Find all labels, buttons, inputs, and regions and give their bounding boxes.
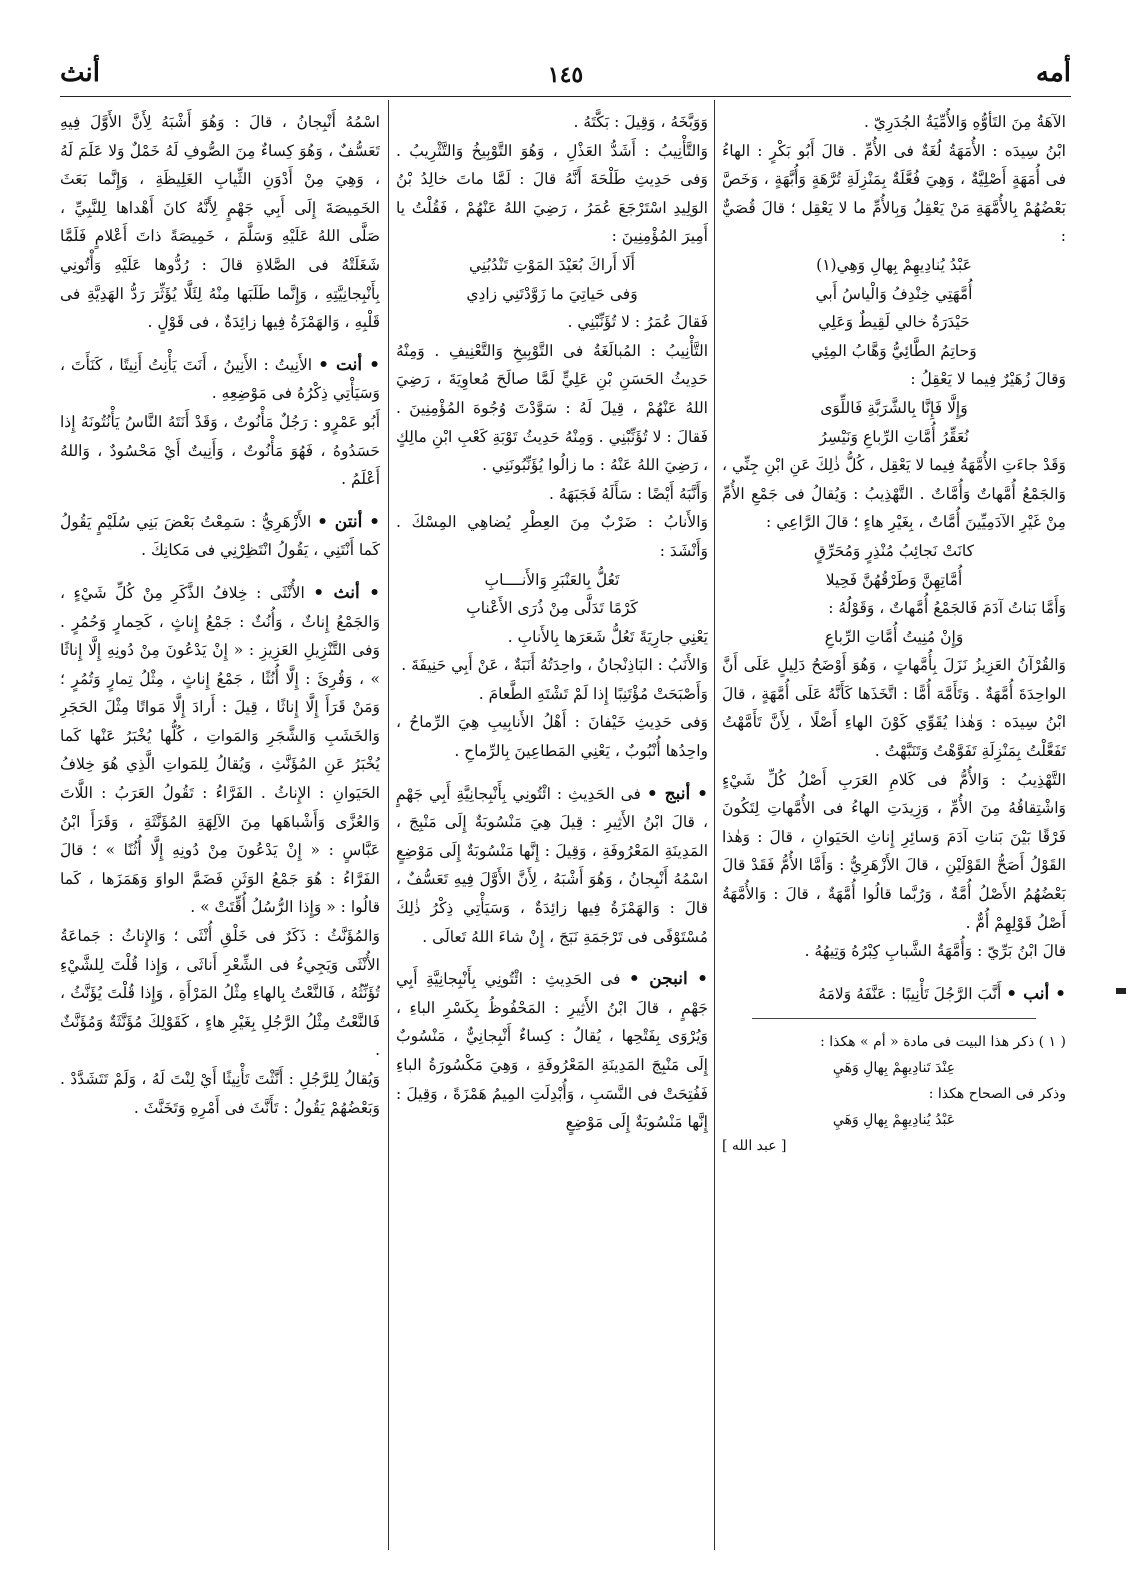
- entry-text-anth: الأُنْثَى : خِلافُ الذَّكَرِ مِنْ كُلِّ شَيْءٍ ، وَالجَمْعُ إِناثٌ ، وَأُنُثٌ : جَمْعُ إِناثٍ ، كَحِمارٍ وَحُمُرٍ . وَفى التَّنْزِيلِ العَزِيزِ : « إِنْ يَدْعُونَ مِنْ دُونِهِ إِلَّا إِناثًا » ، وَقُرِئَ : إِلَّا أُنُثًا ، جَمْعُ إِناثٍ ، مِثْلُ تِمارٍ وَتُمُرٍ ؛ وَمَنْ قَرَأَ إِلَّا إِناثًا ، قِيلَ : أَرادَ إِلَّا مَواتًا مِثْلَ الحَجَرِ وَالخَشَبِ وَالشَّجَرِ وَالمَواتِ ، كُلُّها يُخْبَرُ عَنْها كَما يُخْبَرُ عَنِ المُؤَنَّثِ ، وَيُقالُ لِلمَواتِ الَّذِي هُوَ خِلافُ الحَيَوانِ : الإِناثُ . الفَرَّاءُ : تَقُولُ العَرَبُ : اللَّاتَ وَالعُزَّى وَأَشْباهَها مِنَ الآلِهَةِ المُؤَنَّثَةِ ، وَقَرَأَ ابْنُ عَبَّاسٍ : « إِنْ يَدْعُونَ مِنْ دُونِهِ إِلَّا أُثُنًا » ؛ قالَ الفَرَّاءُ : هُوَ جَمْعُ الوَثَنِ فَضَمَّ الواوَ وَهَمَزَها ، كَما قالُوا : « وَإِذا الرُّسُلُ أُقِّتَتْ » .: [60, 583, 380, 917]
- paragraph: وَالأَنَبُ : البَاذِنْجانُ ، واحِدَتُهُ أَنَبَةٌ ، عَنْ أَبِي حَنِيفَةَ .: [401, 656, 708, 675]
- entry-text-anab: أَنَّبَ الرَّجُلَ تَأْنِيبًا : عَنَّفَهُ وَلامَهُ: [818, 984, 1002, 1003]
- footnote: [722, 1029, 1066, 1159]
- verse-line: تَعُلُّ بِالعَنْبَرِ وَالأَنــــابِ: [484, 570, 620, 589]
- entry-head-anbj: • أنبج •: [646, 783, 708, 804]
- column-middle: [396, 108, 708, 1548]
- verse-line: وَإِنْ مُنِيتُ أُمَّاتِ الرِّباعِ: [824, 627, 964, 646]
- paragraph: فَقالَ عُمَرُ : لا تُؤَنِّبْنِي .: [567, 313, 708, 332]
- entry-anbj: [396, 780, 708, 952]
- column-divider-left: [388, 100, 389, 1550]
- entry-text-anat: الأَنِيتُ : الأَنِينُ ، أَنَتَ يَأْنِتُ أَنِيتًا ، كَنَأَتَ ، وَسَيَأْتِي ذِكْرُهُ فى مَوْضِعِهِ .: [60, 355, 380, 403]
- paragraph: قالَ ابْنُ بَرِّيّ : وَأُمَّهَةُ الشَّبابِ كِبْرُهُ وَتِيهُهُ .: [804, 942, 1066, 961]
- paragraph: التَّأْنِيبُ : المُبالَغَةُ فى التَّوْبِيخِ وَالتَّعْنِيفِ . وَمِنْهُ حَدِيثُ الحَسَنِ بْنِ عَلِيٍّ لَمَّا صالَحَ مُعاوِيَةَ ، رَضِيَ اللهُ عَنْهُمْ ، قِيلَ لَهُ : سَوَّدْتَ وُجُوهَ المُؤْمِنِينَ . فَقالَ : لا تُؤَنِّبْنِي . وَمِنْهُ حَدِيثُ تَوْبَةِ كَعْبِ ابْنِ مالِكٍ ، رَضِيَ اللهُ عَنْهُ : ما زالُوا يُؤَنِّبُونَنِي .: [396, 341, 708, 475]
- entry-anat: [60, 351, 380, 408]
- verse-line: كانَتْ نَجائِبُ مُنْذِرٍ وَمُحَرِّقٍ: [814, 541, 974, 560]
- verse-line: حَيْدَرَةُ خالي لَقِيطٌ وَعَلِي: [818, 313, 970, 332]
- paragraph: يَعْنِي جارِيَةً تَعُلُّ شَعَرَها بِالأَنابِ .: [507, 627, 708, 646]
- entry-head-anbjn: • انبجن •: [628, 969, 708, 990]
- footnote-line: وذكر فى الصحاح هكذا :: [928, 1086, 1066, 1103]
- margin-mark: [1116, 988, 1126, 994]
- footnote-separator: [752, 1018, 1036, 1019]
- header-root-word-right: أمه: [1035, 58, 1071, 88]
- paragraph: وَوَبَّخَهُ ، وَقِيلَ : بَكَّتَهُ .: [573, 113, 708, 131]
- header-rule: [60, 96, 1071, 97]
- paragraph: وَالقُرْآنُ العَزِيزُ نَزَلَ بِأُمَّهاتٍ ، وَهُوَ أَوْضَحُ دَلِيلٍ عَلَى أَنَّ الواحِدَةَ أُمَّهَةٌ . وَتَأَمَّهَ أُمًّا : اتَّخَذَها كَأَنَّهُ عَلَى أُمَّهَةٍ ، قالَ ابْنُ سِيدَه : وَهٰذا يُقَوِّي كَوْنَ الهاءِ أَصْلًا ، لِأَنَّ تَأَمَّهْتُ تَفَعَّلْتُ بِمَنْزِلَةِ تَفَوَّهْتُ وَتَنَبَّهْتُ .: [722, 656, 1066, 761]
- paragraph: أَبُو عَمْرٍو : رَجُلٌ مَأْنُوتٌ ، وَقَدْ أَنَتَهُ النَّاسُ يَأْنُتُونَهُ إِذا حَسَدُوهُ ، فَهُوَ مَأْنُوتٌ ، وَأَنِيتٌ أَيْ مَحْسُودٌ ، وَاللهُ أَعْلَمُ .: [60, 412, 380, 489]
- paragraph: وَالتَّأْنِيبُ : أَشَدُّ العَذْلِ ، وَهُوَ التَّوْبِيخُ وَالتَّثْرِيبُ . وَفى حَدِيثِ طَلْحَةَ أَنَّهُ قالَ : لَمَّا ماتَ خالِدُ بْنُ الوَلِيدِ اسْتَرْجَعَ عُمَرُ ، رَضِيَ اللهُ عَنْهُمْ ، فَقُلْتُ يا أَمِيرَ المُؤْمِنِينَ :: [396, 141, 708, 246]
- footnote-verse: عِنْدَ تَنادِيهِمْ بِهالِ وَهَيِ: [832, 1060, 956, 1077]
- column-left: [60, 108, 380, 1548]
- paragraph: وَقَدْ جاءَتِ الأُمَّهَةُ فِيما لا يَعْقِل ، كُلُّ ذٰلِكَ عَنِ ابْنِ جِنِّي ، وَالجَمْعُ أُمَّهاتٌ وَأُمَّاتٌ . التَّهْذِيبُ : وَيُقالُ فى جَمْعِ الأُمِّ مِنْ غَيْرِ الآدَمِيِّينَ أُمَّاتٌ ، بِغَيْرِ هاءٍ ؛ قالَ الرَّاعِي :: [722, 456, 1066, 532]
- column-right-blocks: [722, 108, 1066, 966]
- verse-line: أَلَا أَراكَ بُعَيْدَ المَوْتِ تَنْدُبُنِي: [469, 255, 635, 274]
- paragraph: وَفى حَدِيثِ خَيْفانَ : أَهْلُ الأَنابِيبِ هِيَ الرِّماحُ ، واحِدُها أُنْبُوبٌ ، يَعْنِي المَطاعِينَ بِالرِّماحِ .: [396, 713, 708, 761]
- verse-line: وَحاتِمُ الطَّائِيُّ وَهَّابُ المِئِي: [811, 341, 977, 360]
- verse-line: أُمَّهَتِي خِنْدِفُ وَالْياسُ أَبي: [815, 284, 973, 303]
- entry-head-anat: • أنت •: [318, 354, 380, 375]
- entry-text-anbjn: فى الحَدِيثِ : ائْتُونِي بِأَنْبِجانِيَّةِ أَبِي جَهْمٍ ، قالَ ابْنُ الأَثِيرِ : المَحْفُوظُ بِكَسْرِ الباءِ ، وَيُرْوَى بِفَتْحِها ، يُقالُ : كِساءٌ أَنْبِجانِيٌّ ، مَنْسُوبٌ إِلَى مَنْبِجَ المَدِينَةِ المَعْرُوفَةِ ، وَهِيَ مَكْسُورَةُ الباءِ فَفُتِحَتْ فى النَّسَبِ ، وَأُبْدِلَتِ المِيمُ هَمْزَةً ، وَقِيلَ : إِنَّها مَنْسُوبَةٌ إِلَى مَوْضِعٍ: [396, 970, 708, 1132]
- entry-text-antn: الأَزْهَرِيُّ : سَمِعْتُ بَعْضَ بَنِي سُلَيْمٍ يَقُولُ كَما أَنْتَنِي ، يَقُولُ انْتَظِرْنِي فى مَكانِكَ .: [60, 512, 380, 560]
- paragraph: وَأَمَّا بَناتُ آدَمَ فَالجَمْعُ أُمَّهاتٌ ، وَقَوْلُهُ :: [828, 599, 1066, 618]
- footnote-signature: [ عبد الله ]: [722, 1138, 787, 1155]
- paragraph: وَأَنَّبَهُ أَيْضًا : سَأَلَهُ فَجَبَهَهُ .: [549, 484, 708, 503]
- paragraph: وَقالَ زُهَيْرٌ فِيما لا يَعْقِلُ :: [910, 370, 1066, 389]
- footnote-verse: عَبْدُ يُنادِيهِمْ بِهالِ وَهَيِ: [832, 1112, 956, 1129]
- column-divider-right: [714, 100, 715, 1550]
- verse-line: وَإِلَّا فَإِنَّا بِالشَّرَبَّةِ فَاللِّوَى: [820, 398, 968, 417]
- page-header: [60, 58, 1071, 94]
- header-root-word-left: أنث: [60, 58, 100, 88]
- paragraph: وَالأَنابُ : ضَرْبٌ مِنَ العِطْرِ يُضاهِي المِسْكَ . وَأَنْشَدَ :: [396, 513, 708, 560]
- paragraph: الآهَةُ مِنَ التَأوُّهِ وَالأُمِّيَةُ الجُدَرِيّ .: [863, 113, 1066, 131]
- entry-head-anth: • أنث •: [313, 582, 380, 603]
- paragraph: وَالمُؤَنَّثُ : ذَكَرٌ فى خَلْقِ أُنْثَى ؛ وَالإِناثُ : جَماعَةُ الأُنْثَى وَيَجِيءُ فى الشِّعْرِ أَناثَى ، وَإِذا قُلْتَ لِلشَّيْءِ تُؤَنِّثُهُ ، فَالنَّعْتُ بِالهاءِ مِثْلُ المَرْأَةِ ، وَإِذا قُلْتَ يُؤَنَّثُ ، فَالنَّعْتُ مِثْلُ الرَّجُلِ بِغَيْرِ هاءٍ ، كَقَوْلِكَ مُؤَنَّثَةٌ وَمُؤَنَّثٌ .: [60, 927, 380, 1060]
- column-middle-blocks: [396, 108, 708, 766]
- paragraph: اسْمُهُ أَنْبِجانُ ، قالَ : وَهُوَ أَشْبَهُ لِأَنَّ الأَوَّلَ فِيهِ تَعَسُّفٌ ، وَهُوَ كِساءٌ مِنَ الصُّوفِ لَهُ خَمْلٌ وَلا عَلَمَ لَهُ ، وَهِيَ مِنْ أَدْوَنِ الثِّيابِ الغَلِيظَةِ ، وَإِنَّما بَعَثَ الخَمِيصَةَ إِلَى أَبِي جَهْمٍ لِأَنَّهُ كانَ أَهْداها لِلنَّبِيِّ ، صَلَّى اللهُ عَلَيْهِ وَسَلَّمَ ، خَمِيصَةً ذاتَ أَعْلامٍ فَلَمَّا شَغَلَتْهُ فى الصَّلاةِ قالَ : رُدُّوها عَلَيْهِ وَأْتُونِي بِأَنْبِجانِيَّتِهِ ، وَإِنَّما طَلَبَها مِنْهُ لِئَلَّا يُؤَثِّرَ رَدُّ الهَدِيَّةِ فى قَلْبِهِ ، وَالهَمْزَةُ فِيها زائِدَةٌ ، فى قَوْلٍ .: [60, 113, 380, 332]
- paragraph: التَّهْذِيبُ : وَالأُمُّ فى كَلامِ العَرَبِ أَصْلُ كُلِّ شَيْءٍ وَاشْتِقاقُهُ مِنَ الأُمِّ ، وَزِيدَتِ الهاءُ فى الأُمَّهاتِ لِتَكُونَ فَرْقًا بَيْنَ بَناتِ آدَمَ وَسائِرِ إِناثِ الحَيَوانِ ، قالَ : وَهٰذا القَوْلُ أَصَحُّ القَوْلَيْنِ ، قالَ الأَزْهَرِيُّ : وَأَمَّا الأُمُّ فَقَدْ قالَ بَعْضُهُمُ الأَصْلُ أُمَّةٌ ، وَرُبَّما قالُوا أُمَّهَةٌ ، قالَ : وَالأُمَّهَةُ أَصْلُ قَوْلِهِمْ أُمٌّ .: [722, 770, 1066, 932]
- verse-line: أُمَّاتِهِنَّ وَطَرْقُهُنَّ فَحِيلا: [825, 570, 963, 589]
- paragraph: ابْنُ سِيدَه : الأُمَهَةُ لُغَةٌ فى الأُمِّ . قالَ أَبُو بَكْرٍ : الهاءُ فى أُمَهَةٍ أَصْلِيَّةٌ ، وَهِيَ فُعَّلَةٌ بِمَنْزِلَةِ تُرَّهَةٍ وَأُبَّهَةٍ ، وَخَصَّ بَعْضُهُمْ بِالأُمَّهَةِ مَنْ يَعْقِلُ وَبِالأُمِّ ما لا يَعْقِل ؛ قالَ قُصَيٌّ :: [722, 141, 1066, 246]
- verse-line: عَبْدُ يُنادِيهِمْ بِهالِ وَهِي(١): [816, 255, 972, 274]
- verse-line: وَفى حَياتِيَ ما زَوَّدْتَنِي زادِي: [466, 284, 638, 303]
- entry-anth: [60, 579, 380, 922]
- entry-anab: [722, 980, 1066, 1009]
- paragraph: وَأَصْبَحَتْ مُؤْتَنِبًا إِذا لَمْ تَشْتَهِ الطَّعامَ .: [478, 684, 708, 703]
- page-number: ١٤٥: [547, 62, 584, 88]
- entry-anbjn: [396, 965, 708, 1137]
- column-right: [722, 108, 1066, 1548]
- entry-text-anbj: فى الحَدِيثِ : ائْتُونِي بِأَنْبِجانِيَّةِ أَبِي جَهْمٍ ، قالَ ابْنُ الأَثِيرِ : قِيلَ هِيَ مَنْسُوبَةٌ إِلَى مَنْبِجَ ، المَدِينَةِ المَعْرُوفَةِ ، وَقِيلَ : إِنَّها مَنْسُوبَةٌ إِلَى مَوْضِعٍ اسْمُهُ أَنْبِجانُ ، وَهُوَ أَشْبَهُ ، لِأَنَّ الأَوَّلَ فِيهِ تَعَسُّفٌ ، قالَ : وَالهَمْزَةُ فِيها زائِدَةٌ ، وَسَيَأْتِي ذِكْرُ ذٰلِكَ مُسْتَوْفًى فى تَرْجَمَةِ نَبَجَ ، إِنْ شاءَ اللهُ تَعالَى .: [396, 784, 708, 946]
- verse-line: نُعَقِّرُ أُمَّاتِ الرِّباعِ وَنَيْسِرُ: [819, 427, 969, 446]
- entry-antn: [60, 508, 380, 565]
- paragraph: وَيُقالُ لِلرَّجُلِ : أَنَّثْتَ تَأْنِيثًا أَيْ لِنْتَ لَهُ ، وَلَمْ تَتَشَدَّدْ . وَبَعْضُهُمْ يَقُولُ : تَأَنَّثَ فى أَمْرِهِ وَتَخَنَّثَ .: [60, 1070, 380, 1117]
- entry-head-anab: • أنب •: [1006, 983, 1066, 1004]
- verse-line: كَرْمًا تَدَلَّى مِنْ ذُرَى الأَعْنابِ: [466, 599, 638, 618]
- footnote-line: ( ١ ) ذكر هذا البيت فى مادة « أم » هكذا :: [820, 1034, 1066, 1051]
- entry-head-antn: • أنتن •: [317, 511, 380, 532]
